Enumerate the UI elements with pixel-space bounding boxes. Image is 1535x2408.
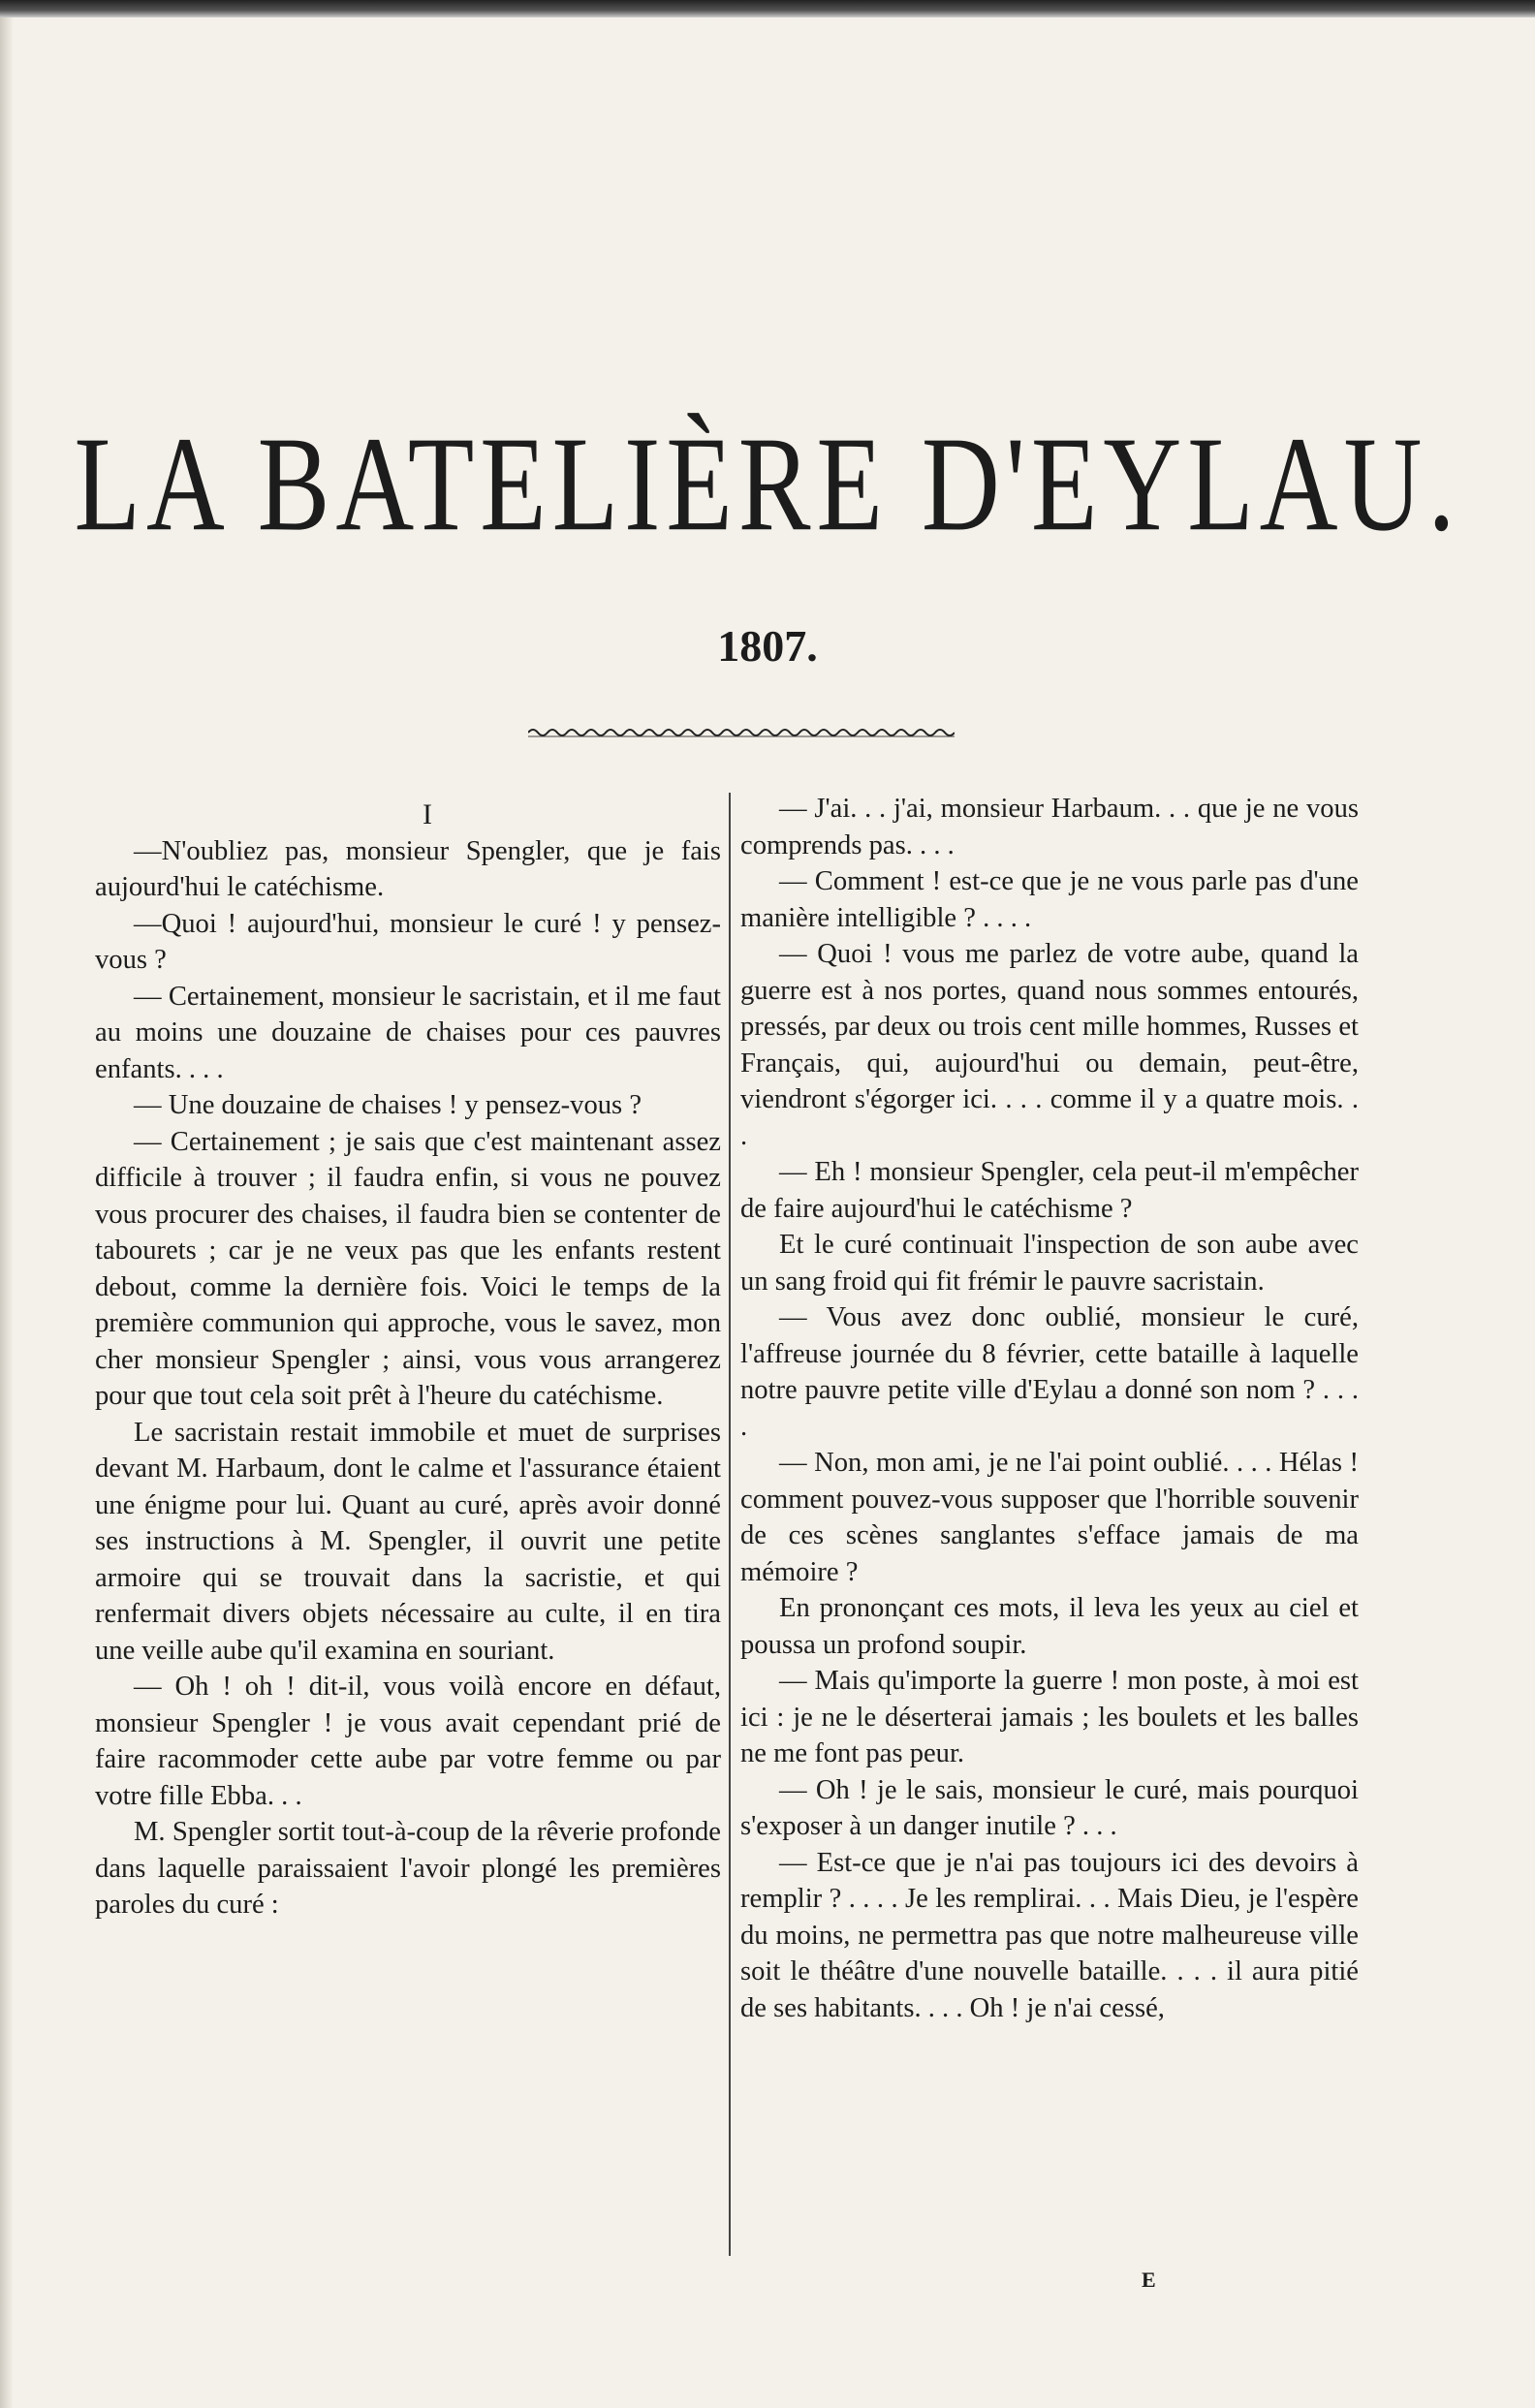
paragraph: — Est-ce que je n'ai pas toujours ici des devoirs à remplir ? . . . . Je les remplirai. . . Mais Dieu, je l'espère du moins, ne permettra pas que notre malheureuse ville soit le théâtre d'une nouvelle bataille. . . . il aura pitié de ses habitants. . . . Oh ! je n'ai cessé,: [740, 1847, 1359, 2023]
ornamental-divider: [528, 725, 955, 740]
paragraph: —N'oubliez pas, monsieur Spengler, que je fais aujourd'hui le catéchisme.: [95, 835, 721, 902]
page-edge-shadow: [0, 17, 14, 2408]
paragraph: M. Spengler sortit tout-à-coup de la rêverie profonde dans laquelle paraissaient l'avoir plongé les premières paroles du curé :: [95, 1817, 721, 1920]
paragraph: — Vous avez donc oublié, monsieur le curé, l'affreuse journée du 8 février, cette bataille à laquelle notre pauvre petite ville d'Eylau a donné son nom ? . . . .: [740, 1302, 1359, 1442]
paragraph: En prononçant ces mots, il leva les yeux au ciel et poussa un profond soupir.: [740, 1593, 1359, 1660]
story-title: LA BATELIÈRE D'EYLAU.: [74, 409, 1461, 560]
story-year: 1807.: [717, 621, 818, 671]
paragraph: — Comment ! est-ce que je ne vous parle pas d'une manière intelligible ? . . . .: [740, 866, 1359, 933]
paragraph: — Certainement, monsieur le sacristain, et il me faut au moins une douzaine de chaises pour ces pauvres enfants. . . .: [95, 981, 721, 1084]
signature-mark: E: [1142, 2267, 1156, 2292]
paragraph: — Mais qu'importe la guerre ! mon poste, à moi est ici : je ne le déserterai jamais ; les boulets et les balles ne me font pas peur.: [740, 1666, 1359, 1768]
paragraph: — Oh ! je le sais, monsieur le curé, mais pourquoi s'exposer à un danger inutile ? . . .: [740, 1774, 1359, 1841]
paragraph: — Oh ! oh ! dit-il, vous voilà encore en défaut, monsieur Spengler ! je vous avait cependant prié de faire racommoder cette aube par votre femme ou par votre fille Ebba. . .: [95, 1672, 721, 1811]
column-divider: [729, 793, 731, 2256]
paragraph: Et le curé continuait l'inspection de son aube avec un sang froid qui fit frémir le pauvre sacristain.: [740, 1230, 1359, 1297]
section-number: I: [423, 798, 432, 830]
paragraph: — Quoi ! vous me parlez de votre aube, quand la guerre est à nos portes, quand nous sommes entourés, pressés, par deux ou trois cent mille hommes, Russes et Français, qui, aujourd'hui ou demain, peut-être, viendront s'égorger ici. . . . comme il y a quatre mois. . .: [740, 939, 1359, 1151]
paragraph: —Quoi ! aujourd'hui, monsieur le curé ! y pensez-vous ?: [95, 908, 721, 975]
left-column: [95, 797, 721, 1923]
paragraph: — Une douzaine de chaises ! y pensez-vous ?: [134, 1090, 642, 1120]
paragraph: — Certainement ; je sais que c'est maintenant assez difficile à trouver ; il faudra enfin, si vous ne pouvez vous procurer des chaises, il faudra bien se contenter de tabourets ; car je ne veux pas que les enfants restent debout, comme la dernière fois. Voici le temps de la première communion qui approche, vous le savez, mon cher monsieur Spengler ; ainsi, vous vous arrangerez pour que tout cela soit prêt à l'heure du catéchisme.: [95, 1126, 721, 1411]
paragraph: Le sacristain restait immobile et muet de surprises devant M. Harbaum, dont le calme et l'assurance étaient une énigme pour lui. Quant au curé, après avoir donné ses instructions à M. Spengler, il ouvrit une petite armoire qui se trouvait dans la sacristie, et qui renfermait divers objets nécessaire au culte, il en tira une veille aube qu'il examina en souriant.: [95, 1417, 721, 1666]
paragraph: — J'ai. . . j'ai, monsieur Harbaum. . . que je ne vous comprends pas. . . .: [740, 794, 1359, 860]
paragraph: — Non, mon ami, je ne l'ai point oublié. . . . Hélas ! comment pouvez-vous supposer que l'horrible souvenir de ces scènes sanglantes s'efface jamais de ma mémoire ?: [740, 1448, 1359, 1587]
right-column: [740, 791, 1359, 2026]
paragraph: — Eh ! monsieur Spengler, cela peut-il m'empêcher de faire aujourd'hui le catéchisme ?: [740, 1157, 1359, 1224]
top-border: [0, 0, 1535, 17]
